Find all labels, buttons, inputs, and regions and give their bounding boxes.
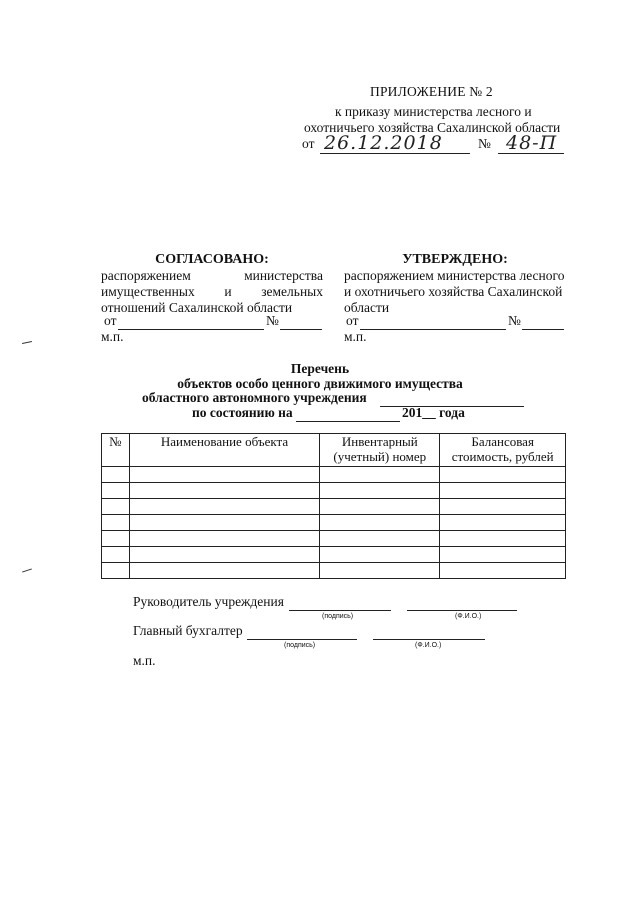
table-cell (102, 483, 130, 499)
agreed-seal: м.п. (101, 329, 124, 344)
table-cell (129, 547, 320, 563)
head-sign-line (289, 594, 391, 611)
approved-line2: и охотничьего хозяйства Сахалинской (344, 284, 563, 299)
table-cell (129, 499, 320, 515)
accountant-label: Главный бухгалтер (133, 623, 243, 638)
agreed-date-line (118, 313, 264, 330)
margin-scan-mark (22, 568, 32, 572)
agreed-line2-c: земельных (261, 284, 323, 299)
table-cell (129, 531, 320, 547)
accountant-name-line (373, 623, 485, 640)
approved-date-number-row (346, 313, 568, 331)
col-header-inventory: Инвентарный (учетный) номер (320, 434, 440, 467)
table-cell (440, 531, 566, 547)
as-of-date-line (296, 405, 400, 422)
approved-heading: УТВЕРЖДЕНО: (402, 252, 508, 267)
agreed-heading: СОГЛАСОВАНО: (155, 252, 269, 267)
table-cell (102, 499, 130, 515)
table-body (102, 467, 566, 579)
list-title-as-of-label: по состоянию на (192, 405, 293, 420)
agreed-line1-b: министерства (244, 268, 323, 283)
appendix-order-line2: охотничьего хозяйства Сахалинской области (304, 120, 561, 135)
agreed-date-number-row (104, 313, 324, 331)
approved-seal: м.п. (344, 329, 367, 344)
col-header-name: Наименование объекта (129, 434, 320, 467)
appendix-title: ПРИЛОЖЕНИЕ № 2 (370, 84, 493, 99)
agreed-text (101, 268, 323, 316)
table-cell (320, 483, 440, 499)
accountant-name-caption: (Ф.И.О.) (415, 642, 442, 649)
table-cell (440, 547, 566, 563)
table-cell (129, 563, 320, 579)
col-header-value: Балансовая стоимость, рублей (440, 434, 566, 467)
table-cell (129, 467, 320, 483)
table-cell (129, 515, 320, 531)
list-title-line1: Перечень (290, 361, 350, 376)
table-cell (440, 515, 566, 531)
head-label: Руководитель учреждения (133, 594, 284, 609)
table-cell (102, 563, 130, 579)
table-cell (102, 531, 130, 547)
agreed-number-label: № (266, 313, 279, 328)
table-cell (440, 499, 566, 515)
agreed-number-line (280, 313, 322, 330)
approved-from-label: от (346, 313, 359, 328)
table-cell (102, 467, 130, 483)
accountant-sign-caption: (подпись) (284, 642, 316, 649)
agreed-line1-a: распоряжением (101, 268, 191, 283)
agreed-line2-b: и (224, 284, 232, 299)
approved-number-label: № (508, 313, 521, 328)
agreed-line2-a: имущественных (101, 284, 195, 299)
table-cell (440, 563, 566, 579)
appendix-from-label: от (302, 136, 315, 151)
approved-text (344, 268, 570, 316)
agreed-line3: отношений Сахалинской области (101, 300, 293, 315)
table-row (102, 547, 566, 563)
list-title-line2: объектов особо ценного движимого имущества (177, 376, 463, 391)
agreed-from-label: от (104, 313, 117, 328)
table-cell (102, 547, 130, 563)
table-cell (320, 499, 440, 515)
table-row (102, 531, 566, 547)
table-row (102, 483, 566, 499)
accountant-sign-line (247, 623, 357, 640)
table-cell (320, 563, 440, 579)
appendix-date-number-row (302, 134, 572, 156)
margin-scan-mark (22, 341, 32, 344)
table-cell (102, 515, 130, 531)
approved-line1: распоряжением министерства лесного (344, 268, 565, 283)
table-cell (440, 467, 566, 483)
list-title-line4 (192, 405, 492, 423)
assets-table (101, 433, 566, 579)
table-row (102, 515, 566, 531)
table-cell (129, 483, 320, 499)
head-signature-row (133, 594, 533, 612)
approved-date-line (360, 313, 506, 330)
table-cell (320, 547, 440, 563)
accountant-signature-row (133, 623, 533, 641)
approved-line3: области (344, 300, 390, 315)
appendix-date-handwritten: 26.12.2018 (324, 132, 443, 154)
signatures-seal: м.п. (133, 653, 156, 668)
table-header-row (102, 434, 566, 467)
table-cell (320, 515, 440, 531)
table-row (102, 563, 566, 579)
list-title-institution-label: областного автономного учреждения (142, 390, 367, 405)
head-name-caption: (Ф.И.О.) (455, 613, 482, 620)
col-header-number: № (102, 434, 130, 467)
appendix-number-handwritten: 48-П (506, 132, 558, 154)
table-cell (320, 531, 440, 547)
head-name-line (407, 594, 517, 611)
head-sign-caption: (подпись) (322, 613, 354, 620)
table-row (102, 467, 566, 483)
table-row (102, 499, 566, 515)
appendix-order-line1: к приказу министерства лесного и (335, 104, 532, 119)
list-title-year: 201__ года (402, 405, 465, 420)
table-cell (320, 467, 440, 483)
approved-number-line (522, 313, 564, 330)
table-cell (440, 483, 566, 499)
appendix-number-label: № (478, 136, 491, 151)
